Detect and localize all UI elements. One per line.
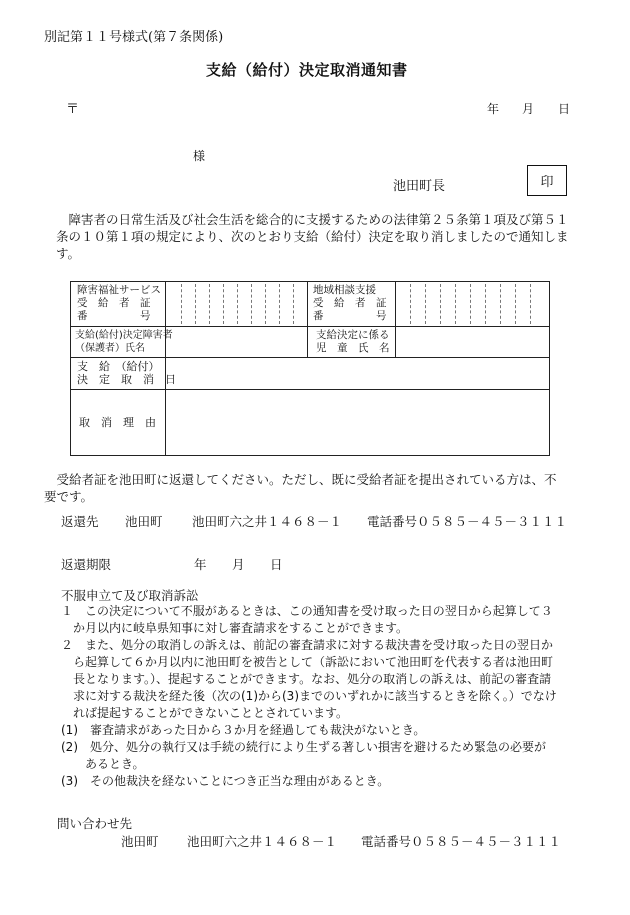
decided-person-name-label	[75, 329, 173, 355]
digit-separator	[223, 284, 224, 324]
regional-consult-cert-label	[313, 284, 387, 323]
return-to-address: 池田町六之井１４６８－１	[192, 514, 343, 529]
label-line: （保護者）氏名	[75, 343, 145, 354]
cancel-date-label	[77, 360, 176, 386]
digit-separator	[485, 284, 486, 324]
label-line: 地域相談支援	[313, 284, 376, 296]
return-note-line: 要です。	[44, 489, 94, 504]
digit-separator	[265, 284, 266, 324]
label-line: 障害福祉サービス	[77, 284, 161, 296]
table-rule	[71, 357, 549, 358]
seal-mark: 印	[540, 175, 554, 190]
contact-label: 問い合わせ先	[57, 816, 133, 831]
appeal-line: ら起算して６か月以内に池田町を被告として（訴訟において池田町を代表する者は池田町	[61, 655, 554, 669]
appeal-body	[61, 603, 557, 790]
digit-separator	[515, 284, 516, 324]
appeal-line: ２ また、処分の取消しの訴えは、前記の審査請求に対する裁決書を受け取った日の翌日か	[61, 638, 554, 652]
digit-separator	[410, 284, 411, 324]
table-rule	[71, 326, 549, 327]
digit-separator	[530, 284, 531, 324]
intro-paragraph	[56, 211, 569, 262]
appeal-line: (3) その他裁決を経ないことにつき正当な理由があるとき。	[61, 774, 390, 788]
contact-address: 池田町六之井１４６８－１	[187, 834, 338, 849]
appeal-line: か月以内に岐阜県知事に対し審査請求をすることができます。	[61, 621, 409, 635]
appeal-line: (1) 審査請求があった日から３か月を経過しても裁決がないとき。	[61, 723, 426, 737]
recipient-suffix: 様	[193, 149, 206, 163]
appeal-line: 長となります。）、提起することができます。なお、処分の取消しの訴えは、前記の審査請	[61, 672, 552, 686]
digit-separator	[455, 284, 456, 324]
digit-separator	[209, 284, 210, 324]
return-to-town: 池田町	[125, 514, 163, 529]
child-name-label	[316, 329, 390, 355]
contact-phone: 電話番号０５８５－４５－３１１１	[361, 834, 562, 849]
digit-separator	[181, 284, 182, 324]
deadline-year: 年	[194, 557, 207, 572]
label-line: 番 号	[313, 310, 387, 322]
digit-separator	[470, 284, 471, 324]
table-rule	[71, 389, 549, 390]
table-rule	[307, 282, 308, 357]
appeal-heading: 不服申立て及び取消訴訟	[61, 588, 199, 603]
document-title: 支給（給付）決定取消通知書	[206, 61, 408, 79]
seal-box	[527, 165, 567, 196]
digit-separator	[425, 284, 426, 324]
date-day: 日	[558, 102, 571, 116]
return-note-line: 受給者証を池田町に返還してください。ただし、既に受給者証を提出されている方は、不	[44, 472, 557, 487]
appeal-line: れば提起することができないこととされています。	[61, 706, 349, 720]
disability-service-cert-label	[77, 284, 161, 323]
appeal-line: １ この決定について不服があるときは、この通知書を受け取った日の翌日から起算して３	[61, 604, 553, 618]
form-identifier: 別記第１１号様式(第７条関係)	[44, 30, 224, 45]
return-note	[44, 471, 557, 505]
appeal-line: 求に対する裁決を経た後（次の(1)から(3)までのいずれかに該当するときを除く。）でなけ	[61, 689, 557, 703]
postal-mark: 〒	[66, 102, 80, 117]
date-month: 月	[522, 102, 535, 116]
intro-line: 条の１０第１項の規定により、次のとおり支給（給付）決定を取り消しましたので通知しま	[56, 229, 569, 244]
digit-separator	[237, 284, 238, 324]
intro-line: す。	[56, 246, 81, 261]
deadline-month: 月	[232, 557, 245, 572]
date-year: 年	[487, 102, 500, 116]
label-line: 支 給 （給付）	[77, 360, 160, 373]
label-line: 支給(給付)決定障害者	[75, 330, 173, 341]
cancellation-details-table	[70, 281, 550, 456]
digit-separator	[279, 284, 280, 324]
digit-separator	[195, 284, 196, 324]
digit-separator	[440, 284, 441, 324]
return-to-label: 返還先	[61, 514, 99, 529]
contact-town: 池田町	[121, 834, 159, 849]
label-line: 児 童 氏 名	[316, 342, 390, 354]
issuer-name: 池田町長	[393, 179, 446, 194]
return-to-phone: 電話番号０５８５－４５－３１１１	[367, 514, 568, 529]
label-line: 受 給 者 証	[313, 297, 387, 309]
return-deadline-label: 返還期限	[61, 557, 112, 572]
label-line: 番 号	[77, 310, 151, 322]
digit-separator	[500, 284, 501, 324]
digit-separator	[251, 284, 252, 324]
appeal-line: あるとき。	[61, 757, 145, 771]
label-line: 決 定 取 消 日	[77, 373, 176, 386]
appeal-line: (2) 処分、処分の執行又は手続の続行により生ずる著しい損害を避けるため緊急の必要が	[61, 740, 547, 754]
label-line: 支給決定に係る	[316, 329, 390, 341]
table-rule	[395, 282, 396, 357]
deadline-day: 日	[270, 557, 283, 572]
intro-line: 障害者の日常生活及び社会生活を総合的に支援するための法律第２５条第１項及び第５１	[56, 212, 569, 227]
label-line: 受 給 者 証	[77, 297, 151, 309]
digit-separator	[293, 284, 294, 324]
cancel-reason-label: 取 消 理 由	[79, 416, 156, 429]
